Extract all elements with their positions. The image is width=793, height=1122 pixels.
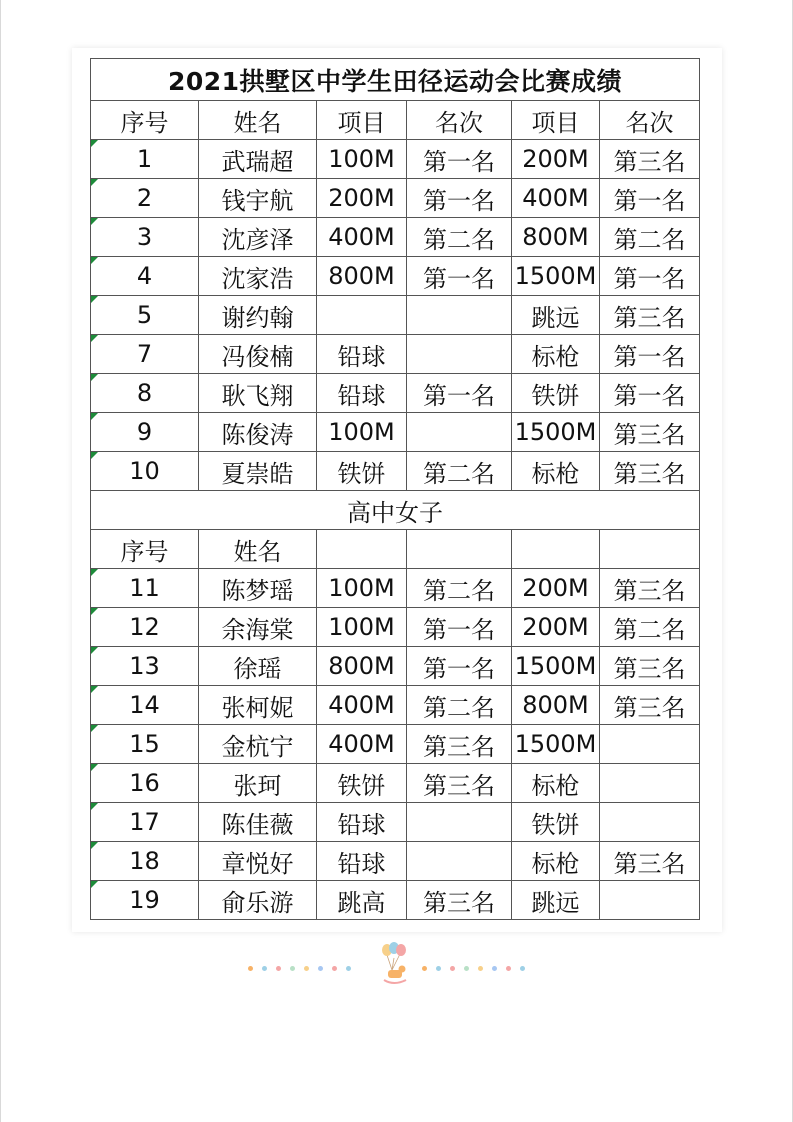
cell-text: 第二名 [423,576,495,605]
table-row-cell [91,452,199,491]
cell-marker-icon [91,569,98,576]
table-row-cell [512,257,600,296]
header-row-cell [407,101,512,140]
cell-text: 第三名 [613,576,686,605]
table-row-cell [512,764,600,803]
cell-text: 徐瑶 [233,654,282,683]
table-row-cell [199,842,317,881]
cell-text: 200M [522,574,589,602]
cell-text: 钱宇航 [221,186,294,215]
section-title: 高中女子 [347,498,443,527]
table-row-cell [317,218,407,257]
table-row-cell [407,803,512,842]
cell-text: 200M [522,613,589,641]
cell-text: 400M [328,223,395,251]
cell-text: 400M [522,184,589,212]
cell-text: 序号 [120,537,169,566]
table-row-cell [199,140,317,179]
cell-text: 谢约翰 [221,303,294,332]
table-row-cell [512,452,600,491]
cell-text: 400M [328,691,395,719]
cell-marker-icon [91,842,98,849]
header-row-cell [317,530,407,569]
cell-text: 沈家浩 [221,264,294,293]
dot-icon [290,966,295,971]
cell-text: 1500M [514,730,597,758]
dot-icon [436,966,441,971]
cell-text: 武瑞超 [221,147,294,176]
cell-text: 项目 [337,108,386,137]
table-row-cell [317,374,407,413]
table-row-cell [512,881,600,920]
cell-text: 1500M [514,262,597,290]
cell-text: 400M [328,730,395,758]
table-row-cell [407,179,512,218]
dot-icon [332,966,337,971]
cell-marker-icon [91,335,98,342]
cell-text: 14 [129,691,160,719]
table-row-cell [600,803,700,842]
table-row [91,569,700,608]
cell-text: 标枪 [531,459,580,488]
table-row-cell [512,296,600,335]
cell-text: 第二名 [613,225,686,254]
cell-text: 张珂 [233,771,282,800]
table-row-cell [91,374,199,413]
cell-text: 铁饼 [531,810,580,839]
header-row-cell [407,530,512,569]
table-row-cell [317,686,407,725]
table-row [91,725,700,764]
cell-text: 200M [522,145,589,173]
cell-text: 第一名 [423,381,495,410]
header-row [91,530,700,569]
cell-marker-icon [91,179,98,186]
cell-text: 俞乐游 [221,888,294,917]
table-row [91,803,700,842]
table-row-cell [199,647,317,686]
cell-text: 8 [136,379,153,407]
table-row-cell [91,725,199,764]
table-row-cell [512,218,600,257]
table-row-cell [91,686,199,725]
cell-text: 姓名 [233,108,282,137]
cell-text: 耿飞翔 [221,381,294,410]
table-row-cell [317,764,407,803]
cell-text: 第三名 [613,147,686,176]
cell-text: 铅球 [337,381,386,410]
table-row-cell [407,296,512,335]
cell-text: 张柯妮 [221,693,294,722]
table-row [91,608,700,647]
cell-text: 19 [129,886,160,914]
cell-text: 第三名 [423,771,495,800]
table-row-cell [600,140,700,179]
dot-icon [276,966,281,971]
cell-text: 100M [328,145,395,173]
table-row-cell [199,764,317,803]
cell-text: 名次 [435,108,483,137]
table-row-cell [600,335,700,374]
cell-marker-icon [91,647,98,654]
dots-left [248,966,351,971]
table-row-cell [600,608,700,647]
table-row-cell [317,257,407,296]
table-row-cell [317,335,407,374]
table-row-cell [512,179,600,218]
table-row-cell [91,569,199,608]
table-row [91,218,700,257]
table-row [91,257,700,296]
table-row-cell [512,803,600,842]
table-row-cell [91,218,199,257]
cell-text: 第三名 [613,420,686,449]
cell-text: 18 [129,847,160,875]
dot-icon [492,966,497,971]
cell-text: 9 [136,418,153,446]
cell-text: 标枪 [531,849,580,878]
table-row-cell [199,686,317,725]
table-row-cell [407,335,512,374]
cell-text: 7 [136,340,153,368]
table-row-cell [512,647,600,686]
cell-marker-icon [91,413,98,420]
cell-text: 铁饼 [337,771,386,800]
table-row-cell [317,725,407,764]
cell-text: 跳高 [337,888,386,917]
table-row-cell [91,179,199,218]
table-row-cell [317,179,407,218]
cell-text: 800M [522,691,589,719]
table-row-cell [407,218,512,257]
table-row-cell [199,803,317,842]
table-row-cell [199,296,317,335]
cell-text: 第三名 [613,303,686,332]
cell-text: 100M [328,613,395,641]
dots-right [422,966,525,971]
cell-text: 11 [129,574,160,602]
cell-marker-icon [91,218,98,225]
table-row-cell [512,842,600,881]
cell-marker-icon [91,881,98,888]
cell-text: 800M [328,652,395,680]
table-row-cell [317,881,407,920]
table-row-cell [407,881,512,920]
cell-text: 1 [136,145,153,173]
cell-marker-icon [91,257,98,264]
cell-text: 陈佳薇 [221,810,294,839]
table-row-cell [407,686,512,725]
section-row-cell [91,491,700,530]
table-row-cell [600,179,700,218]
table-row-cell [199,725,317,764]
cell-text: 17 [129,808,160,836]
table-row-cell [407,413,512,452]
table-row-cell [199,257,317,296]
cell-text: 1500M [514,418,597,446]
cell-text: 800M [522,223,589,251]
table-row [91,764,700,803]
table-row-cell [199,374,317,413]
balloon-rocking-horse-icon [372,940,416,986]
document-title: 2021拱墅区中学生田径运动会比赛成绩 [167,66,623,96]
cell-text: 铁饼 [337,459,386,488]
cell-text: 第一名 [423,654,495,683]
cell-text: 第二名 [423,459,495,488]
table-row-cell [199,608,317,647]
cell-text: 铅球 [337,849,386,878]
table-row-cell [512,140,600,179]
cell-text: 800M [328,262,395,290]
table-row-cell [600,764,700,803]
cell-text: 1500M [514,652,597,680]
cell-text: 5 [136,301,153,329]
table-row-cell [199,179,317,218]
dot-icon [506,966,511,971]
cell-text: 100M [328,418,395,446]
cell-text: 第三名 [613,654,686,683]
table-row-cell [600,725,700,764]
cell-text: 200M [328,184,395,212]
cell-text: 第三名 [423,732,495,761]
table-row-cell [199,413,317,452]
cell-text: 跳远 [531,303,580,332]
table-row-cell [600,296,700,335]
table-row-cell [407,725,512,764]
table-row-cell [600,413,700,452]
dot-icon [248,966,253,971]
table-row-cell [600,647,700,686]
header-row-cell [512,101,600,140]
table-row-cell [407,257,512,296]
results-table [90,58,700,920]
dot-icon [304,966,309,971]
title-row-cell [91,59,700,101]
cell-marker-icon [91,725,98,732]
cell-text: 第一名 [423,615,495,644]
table-row [91,413,700,452]
table-row-cell [199,569,317,608]
table-row-cell [407,764,512,803]
cell-text: 姓名 [233,537,282,566]
cell-marker-icon [91,686,98,693]
table-row-cell [91,296,199,335]
table-row-cell [512,725,600,764]
table-row [91,374,700,413]
cell-text: 跳远 [531,888,580,917]
table-row-cell [199,881,317,920]
table-row-cell [600,452,700,491]
table-row [91,647,700,686]
cell-text: 第二名 [423,225,495,254]
table-row-cell [600,881,700,920]
cell-marker-icon [91,608,98,615]
table-row-cell [407,608,512,647]
cell-text: 名次 [625,108,674,137]
table-row-cell [600,842,700,881]
cell-marker-icon [91,140,98,147]
section-row [91,491,700,530]
table-row-cell [317,413,407,452]
table-row-cell [91,764,199,803]
table-row-cell [199,452,317,491]
table-row [91,179,700,218]
header-row-cell [91,530,199,569]
header-row-cell [199,530,317,569]
dot-icon [450,966,455,971]
cell-text: 第三名 [423,888,495,917]
table-row [91,686,700,725]
cell-text: 13 [129,652,160,680]
table-row-cell [91,881,199,920]
cell-text: 3 [136,223,153,251]
dot-icon [262,966,267,971]
table-row [91,881,700,920]
table-row-cell [317,608,407,647]
table-row-cell [512,686,600,725]
table-row-cell [512,569,600,608]
cell-text: 第一名 [423,264,495,293]
cell-text: 冯俊楠 [221,342,294,371]
table-row-cell [199,218,317,257]
cell-text: 章悦好 [221,849,294,878]
table-row-cell [91,257,199,296]
table-row-cell [91,608,199,647]
table-row-cell [317,647,407,686]
header-row-cell [600,101,700,140]
cell-text: 2 [136,184,153,212]
cell-text: 15 [129,730,160,758]
header-row-cell [600,530,700,569]
cell-text: 铅球 [337,810,386,839]
footer-decoration [0,940,793,990]
cell-text: 项目 [531,108,580,137]
table-row-cell [317,452,407,491]
dot-icon [422,966,427,971]
cell-text: 陈梦瑶 [221,576,294,605]
cell-marker-icon [91,764,98,771]
table-row-cell [199,335,317,374]
table-row-cell [91,647,199,686]
cell-text: 第一名 [613,381,686,410]
table-row-cell [600,257,700,296]
cell-text: 第二名 [423,693,495,722]
table-row-cell [91,803,199,842]
table-row-cell [407,647,512,686]
cell-text: 铁饼 [531,381,580,410]
cell-text: 标枪 [531,342,580,371]
cell-text: 第三名 [613,459,686,488]
table-row [91,140,700,179]
cell-text: 沈彦泽 [221,225,294,254]
cell-text: 标枪 [531,771,580,800]
table-row-cell [317,140,407,179]
cell-text: 陈俊涛 [221,420,294,449]
dot-icon [520,966,525,971]
cell-text: 第一名 [613,186,686,215]
cell-text: 16 [129,769,160,797]
table-row-cell [91,842,199,881]
table-row-cell [407,452,512,491]
table-row-cell [317,569,407,608]
table-row [91,842,700,881]
cell-text: 4 [136,262,153,290]
cell-text: 第一名 [423,147,495,176]
table-row-cell [512,413,600,452]
cell-text: 第二名 [613,615,686,644]
title-row [91,59,700,101]
cell-text: 序号 [120,108,169,137]
table-row [91,452,700,491]
table-row-cell [600,686,700,725]
cell-marker-icon [91,374,98,381]
cell-text: 第三名 [613,849,686,878]
dot-icon [346,966,351,971]
header-row-cell [91,101,199,140]
table-row-cell [317,803,407,842]
header-row-cell [512,530,600,569]
cell-marker-icon [91,803,98,810]
table-row-cell [91,140,199,179]
cell-marker-icon [91,296,98,303]
table-row-cell [407,842,512,881]
table-row-cell [407,374,512,413]
table-row-cell [91,335,199,374]
dot-icon [464,966,469,971]
table-row [91,335,700,374]
cell-text: 铅球 [337,342,386,371]
table-row-cell [600,374,700,413]
table-row-cell [600,569,700,608]
table-row [91,296,700,335]
dot-icon [318,966,323,971]
table-row-cell [317,296,407,335]
cell-text: 夏崇皓 [221,459,294,488]
table-row-cell [91,413,199,452]
header-row [91,101,700,140]
table-row-cell [317,842,407,881]
table-row-cell [407,140,512,179]
table-row-cell [407,569,512,608]
table-row-cell [600,218,700,257]
cell-text: 100M [328,574,395,602]
cell-text: 第三名 [613,693,686,722]
cell-marker-icon [91,452,98,459]
dot-icon [478,966,483,971]
header-row-cell [199,101,317,140]
cell-text: 12 [129,613,160,641]
table-row-cell [512,374,600,413]
table-row-cell [512,335,600,374]
cell-text: 余海棠 [221,615,294,644]
cell-text: 10 [129,457,160,485]
cell-text: 第一名 [613,342,686,371]
cell-text: 第一名 [613,264,686,293]
table-row-cell [512,608,600,647]
cell-text: 金杭宁 [221,732,294,761]
header-row-cell [317,101,407,140]
cell-text: 第一名 [423,186,495,215]
